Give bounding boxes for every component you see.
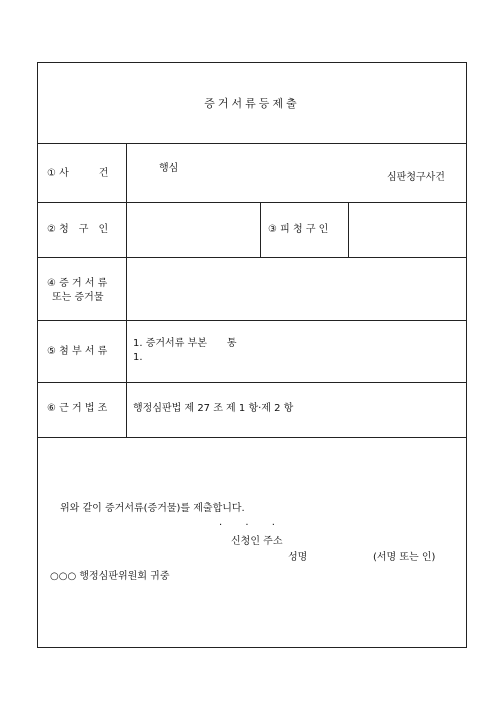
row-divider xyxy=(38,382,466,383)
applicant-name-label: 성명 xyxy=(288,552,308,563)
evidence-label-line1: ④ 증 거 서 류 xyxy=(47,278,108,289)
respondent-label: ③ 피 청 구 인 xyxy=(268,224,329,235)
legal-basis-label: ⑥ 근 거 법 조 xyxy=(47,403,108,414)
claimant-label: ② 청 구 인 xyxy=(47,224,109,235)
attachments-line1: 1. 증거서류 부본 통 xyxy=(133,338,237,349)
evidence-label-line2: 또는 증거물 xyxy=(52,292,104,303)
case-suffix: 심판청구사건 xyxy=(387,172,445,183)
recipient-line: ○○○ 행정심판위원회 귀중 xyxy=(50,571,170,582)
attachments-label: ⑤ 첨 부 서 류 xyxy=(47,346,108,357)
case-value: 행심 xyxy=(159,163,179,174)
row-divider xyxy=(38,320,466,321)
row-divider xyxy=(38,143,466,144)
row-divider xyxy=(38,257,466,258)
evidence-submission-form xyxy=(37,62,467,648)
respondent-divider xyxy=(348,202,349,257)
row-divider xyxy=(38,202,466,203)
date-placeholder: · · · xyxy=(219,520,285,531)
attachments-line2: 1. xyxy=(133,352,143,363)
form-title: 증거서류등제출 xyxy=(204,97,300,110)
case-label: ① 사 건 xyxy=(47,168,109,179)
row-divider xyxy=(38,437,466,438)
signature-note: (서명 또는 인) xyxy=(373,552,436,563)
applicant-address-label: 신청인 주소 xyxy=(231,536,283,547)
label-column-divider xyxy=(126,143,127,437)
legal-basis-value: 행정심판법 제 27 조 제 1 항·제 2 항 xyxy=(133,403,294,414)
claimant-divider xyxy=(260,202,261,257)
submission-statement: 위와 같이 증거서류(증거물)를 제출합니다. xyxy=(60,503,245,514)
